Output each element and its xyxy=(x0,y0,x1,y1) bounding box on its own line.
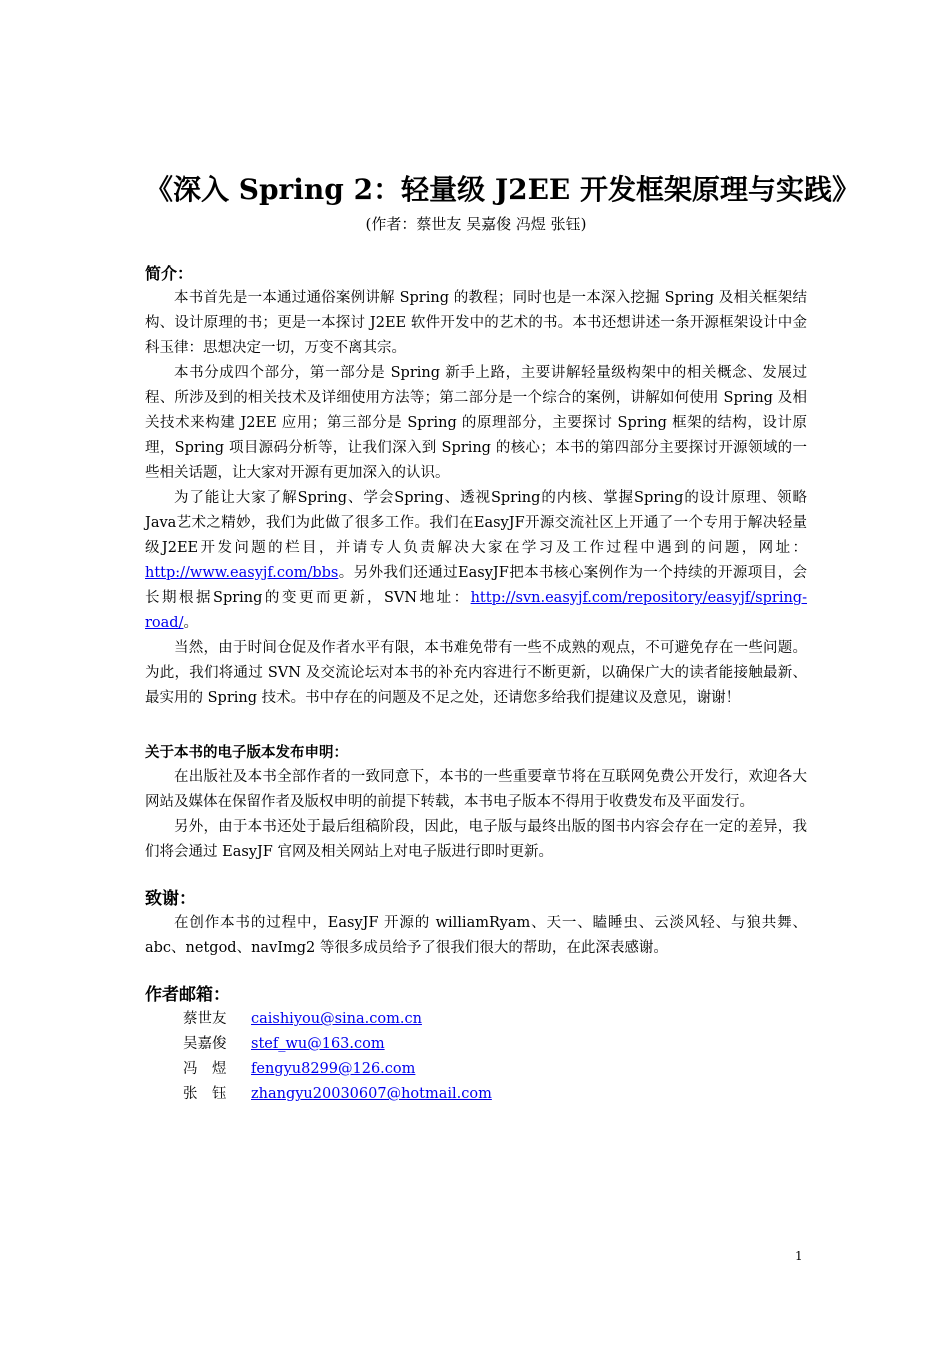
intro-paragraph-4: 当然，由于时间仓促及作者水平有限，本书难免带有一些不成熟的观点，不可避免存在一些问题。为此，我们将通过 SVN 及交流论坛对本书的补充内容进行不断更新，以确保广大的读者能接触最新、最实用的 Spring 技术。书中存在的问题及不足之处，还请您多给我们提建议及意见，谢谢！ xyxy=(145,640,807,706)
thanks-paragraph: 在创作本书的过程中，EasyJF 开源的 williamRyam、天一、瞌睡虫、云淡风轻、与狼共舞、abc、netgod、navImg2 等很多成员给予了很我们很大的帮助，在此深表感谢。 xyxy=(145,915,807,956)
intro-heading: 简介： xyxy=(145,264,194,283)
intro-paragraph-3-text-c: 。 xyxy=(183,615,198,631)
author-name: 吴嘉俊 xyxy=(183,1036,227,1052)
intro-paragraph-3-text-a: 为了能让大家了解Spring、学会Spring、透视Spring的内核、掌握Spring的设计原理、领略Java艺术之精妙，我们为此做了很多工作。我们在EasyJF开源交流社区上开通了一个专用于解决轻量级J2EE开发问题的栏目，并请专人负责解决大家在学习及工作过程中遇到的问题，网址： xyxy=(145,490,807,556)
intro-paragraph-3-text-b: 。另外我们还通过EasyJF把本书核心案例作为一个持续的开源项目，会长期根据Spring的变更而更新，SVN地址： xyxy=(145,565,807,606)
author-email-link[interactable]: stef_wu@163.com xyxy=(251,1036,385,1052)
email-list xyxy=(145,1007,807,1107)
intro-section xyxy=(145,262,807,711)
page-number: 1 xyxy=(795,1249,803,1263)
release-paragraph-1: 在出版社及本书全部作者的一致同意下，本书的一些重要章节将在互联网免费公开发行，欢迎各大网站及媒体在保留作者及版权申明的前提下转载，本书电子版本不得用于收费发布及平面发行。 xyxy=(145,769,807,810)
author-email-link[interactable]: caishiyou@sina.com.cn xyxy=(251,1011,422,1027)
thanks-section xyxy=(145,887,807,961)
release-paragraph-2: 另外，由于本书还处于最后组稿阶段，因此，电子版与最终出版的图书内容会存在一定的差异，我们将会通过 EasyJF 官网及相关网站上对电子版进行即时更新。 xyxy=(145,819,807,860)
author-name: 张 钰 xyxy=(183,1086,227,1102)
release-heading: 关于本书的电子版本发布申明： xyxy=(145,745,348,761)
bbs-link[interactable]: http://www.easyjf.com/bbs xyxy=(145,565,339,581)
author-name: 蔡世友 xyxy=(183,1011,227,1027)
emails-heading: 作者邮箱： xyxy=(145,985,230,1005)
author-email-link[interactable]: fengyu8299@126.com xyxy=(251,1061,416,1077)
svn-link[interactable]: http://svn.easyjf.com/repository/easyjf/spring-road/ xyxy=(145,590,807,631)
list-item xyxy=(183,1032,807,1057)
intro-paragraph-3 xyxy=(145,486,807,636)
intro-paragraph-2: 本书分成四个部分，第一部分是 Spring 新手上路，主要讲解轻量级构架中的相关概念、发展过程、所涉及到的相关技术及详细使用方法等；第二部分是一个综合的案例，讲解如何使用 Spring 及相关技术来构建 J2EE 应用；第三部分是 Spring 的原理部分，主要探讨 Spring 框架的结构，设计原理，Spring 项目源码分析等，让我们深入到 Spring 的核心；本书的第四部分主要探讨开源领域的一些相关话题，让大家对开源有更加深入的认识。 xyxy=(145,365,807,481)
list-item xyxy=(183,1082,807,1107)
author-email-link[interactable]: zhangyu20030607@hotmail.com xyxy=(251,1086,492,1102)
document-page xyxy=(145,170,861,1107)
authors-line: (作者：蔡世友 吴嘉俊 冯煜 张钰) xyxy=(365,215,587,233)
release-section xyxy=(145,741,807,865)
list-item xyxy=(183,1057,807,1082)
emails-section xyxy=(145,983,807,1107)
list-item xyxy=(183,1007,807,1032)
thanks-heading: 致谢： xyxy=(145,889,196,909)
author-name: 冯 煜 xyxy=(183,1061,227,1077)
intro-paragraph-1: 本书首先是一本通过通俗案例讲解 Spring 的教程；同时也是一本深入挖掘 Spring 及相关框架结构、设计原理的书；更是一本探讨 J2EE 软件开发中的艺术的书。本书还想讲述一条开源框架设计中金科玉律：思想决定一切，万变不离其宗。 xyxy=(145,290,807,356)
book-title: 《深入 Spring 2：轻量级 J2EE 开发框架原理与实践》 xyxy=(145,173,861,206)
